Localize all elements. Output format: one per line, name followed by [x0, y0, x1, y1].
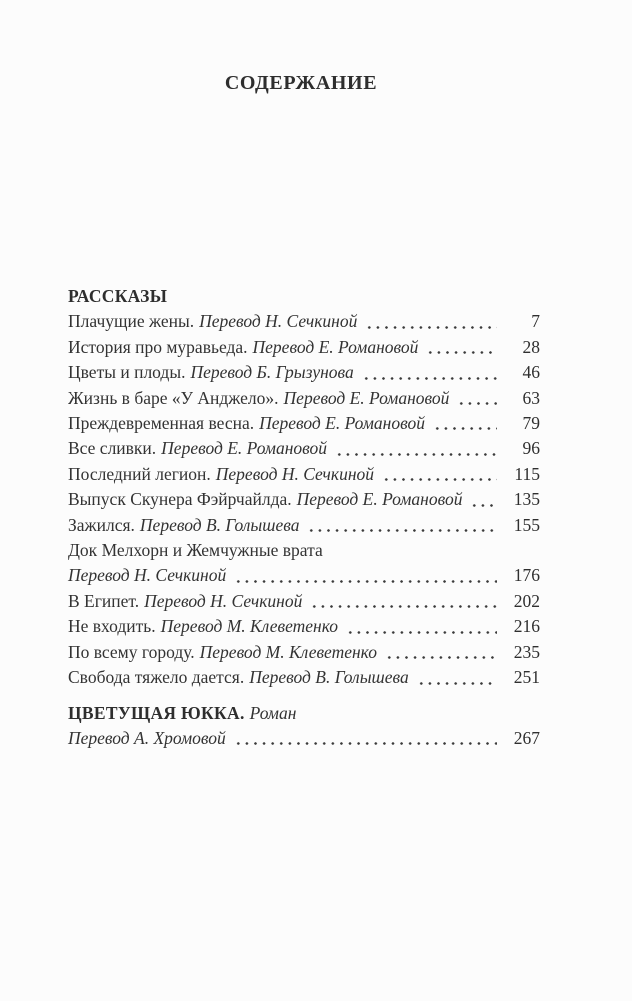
- toc-entry-translator: Перевод М. Клеветенко: [199, 641, 377, 662]
- toc-entry-page: 79: [522, 413, 540, 434]
- dot-leader: [374, 462, 504, 487]
- toc-entry: [68, 309, 540, 334]
- toc-entry-title: История про муравьеда.: [68, 336, 248, 357]
- toc-entry-translator: Перевод В. Голышева: [139, 514, 300, 535]
- dot-leader: [226, 563, 504, 588]
- toc-entry-translator: Перевод Б. Грызунова: [190, 362, 354, 383]
- dot-leader: [462, 487, 504, 512]
- toc-entry-title: Преждевременная весна.: [68, 413, 255, 434]
- toc-entry-translator: Перевод Н. Сечкиной: [68, 565, 227, 586]
- toc-entry-translator: Перевод Е. Романовой: [161, 438, 328, 459]
- toc-entry-translator: Перевод Е. Романовой: [252, 336, 419, 357]
- toc-entry-page: 251: [513, 667, 540, 688]
- toc-entry-title: По всему городу.: [68, 641, 195, 662]
- novel-title: ЦВЕТУЩАЯ ЮККА.: [68, 702, 245, 723]
- dot-leader: [357, 309, 504, 334]
- toc-entry-page: 267: [513, 727, 540, 748]
- toc-entry-title: Цветы и плоды.: [68, 362, 186, 383]
- toc-entry: [68, 411, 540, 436]
- toc-entry: [68, 487, 540, 512]
- toc-entry-page: 155: [513, 514, 540, 535]
- toc-entry: [68, 436, 540, 461]
- toc-entry-page: 96: [522, 438, 540, 459]
- toc-entry-translator-line: [68, 726, 540, 751]
- toc-entry-page: 63: [522, 387, 540, 408]
- toc-section-heading: [68, 284, 540, 309]
- toc-entry-title: Плачущие жены.: [68, 311, 195, 332]
- dot-leader: [354, 360, 504, 385]
- toc-entry-title: В Египет.: [68, 590, 140, 611]
- dot-leader: [425, 411, 504, 436]
- page-title: СОДЕРЖАНИЕ: [224, 72, 378, 94]
- toc-entry-page: 115: [514, 463, 540, 484]
- dot-leader: [409, 665, 504, 690]
- table-of-contents: [68, 284, 540, 751]
- toc-entry-translator: Перевод Е. Романовой: [283, 387, 450, 408]
- toc-entry: [68, 386, 540, 411]
- toc-entry-translator: Перевод Н. Сечкиной: [199, 311, 358, 332]
- toc-entry-page: 202: [513, 590, 540, 611]
- dot-leader: [449, 386, 504, 411]
- dot-leader: [302, 589, 504, 614]
- toc-entry-title: Док Мелхорн и Жемчужные врата: [68, 540, 323, 561]
- dot-leader: [418, 335, 504, 360]
- toc-entry-title: Выпуск Скунера Фэйрчайлда.: [68, 489, 292, 510]
- toc-entry-translator: Перевод А. Хромовой: [68, 727, 226, 748]
- toc-novel-heading: [68, 701, 540, 726]
- toc-entry-page: 135: [513, 489, 540, 510]
- toc-entry-translator-line: [68, 563, 540, 588]
- toc-entry-translator: Перевод В. Голышева: [249, 667, 409, 688]
- toc-entry-title: Не входить.: [68, 616, 156, 637]
- toc-entry-title: Жизнь в баре «У Анджело».: [68, 387, 279, 408]
- toc-entry-page: 235: [513, 641, 540, 662]
- dot-leader: [299, 513, 504, 538]
- dot-leader: [377, 640, 504, 665]
- toc-entry: [68, 360, 540, 385]
- section-heading-label: РАССКАЗЫ: [68, 286, 168, 306]
- toc-entry-page: 176: [513, 565, 540, 586]
- dot-leader: [338, 614, 504, 639]
- toc-entry: [68, 665, 540, 690]
- toc-entry-page: 28: [522, 336, 540, 357]
- toc-entry-translator: Перевод Е. Романовой: [259, 413, 425, 434]
- toc-entry-title: Последний легион.: [68, 463, 211, 484]
- toc-entry: [68, 614, 540, 639]
- toc-entry-title: Все сливки.: [68, 438, 157, 459]
- toc-entry-translator: Перевод Н. Сечкиной: [144, 590, 303, 611]
- toc-entry-translator: Перевод Н. Сечкиной: [215, 463, 374, 484]
- toc-entry: [68, 513, 540, 538]
- dot-leader: [327, 436, 504, 461]
- toc-entry-title-line: [68, 538, 540, 563]
- toc-entry: [68, 589, 540, 614]
- toc-entry: [68, 640, 540, 665]
- toc-entry-title: Зажился.: [68, 514, 135, 535]
- toc-entry: [68, 335, 540, 360]
- toc-entry-translator: Перевод М. Клеветенко: [160, 616, 338, 637]
- toc-entry-title: Свобода тяжело дается.: [68, 667, 245, 688]
- novel-genre: Роман: [249, 702, 297, 723]
- dot-leader: [226, 726, 504, 751]
- toc-entry-page: 7: [531, 311, 540, 332]
- toc-entry-page: 46: [522, 362, 540, 383]
- toc-entry-translator: Перевод Е. Романовой: [296, 489, 463, 510]
- toc-entry-page: 216: [513, 616, 540, 637]
- toc-entry: [68, 462, 540, 487]
